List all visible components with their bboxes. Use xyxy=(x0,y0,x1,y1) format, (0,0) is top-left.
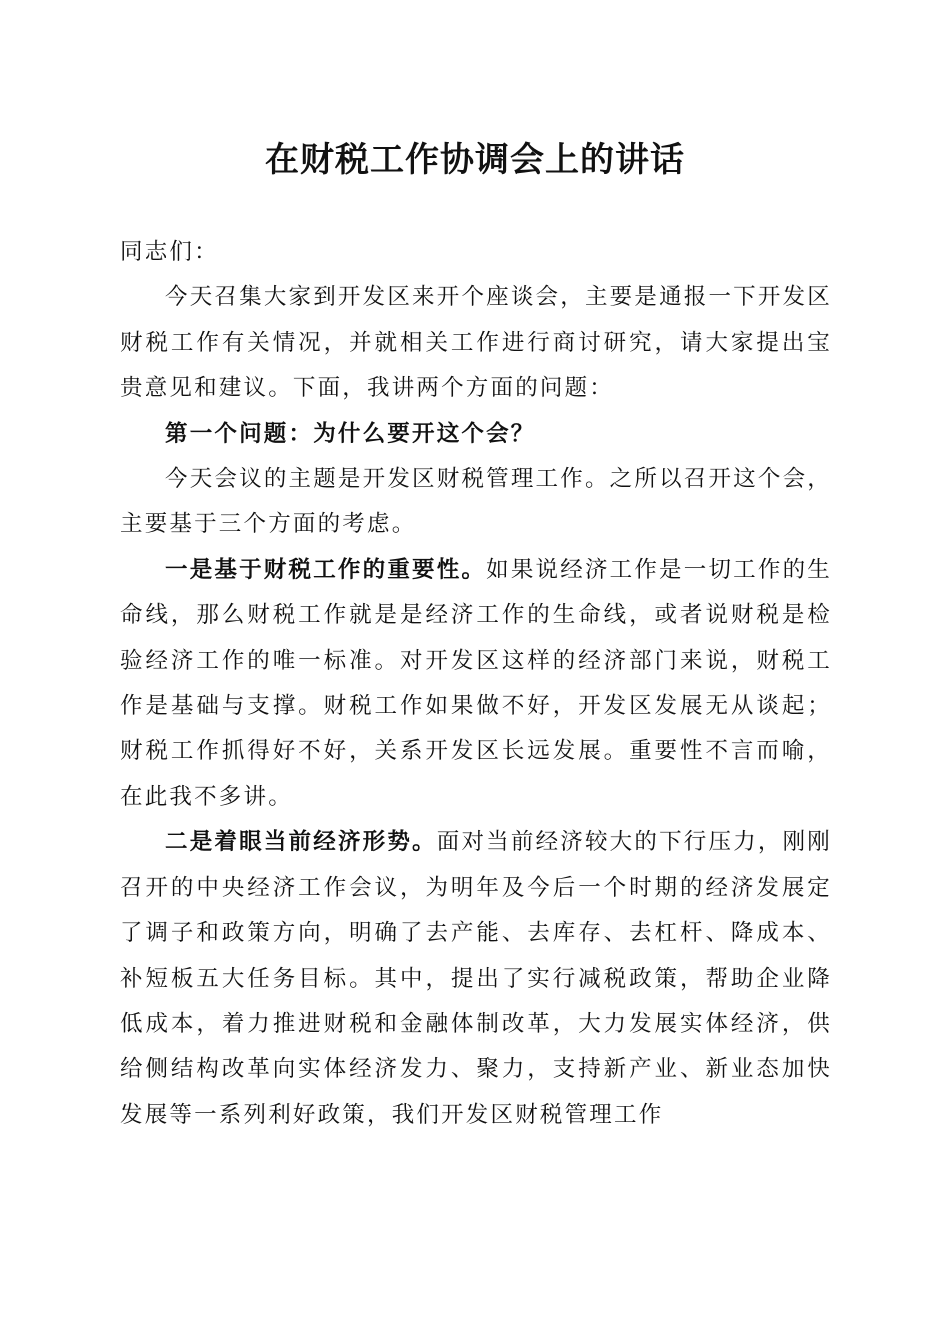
point-one-lead: 一是基于财税工作的重要性。 xyxy=(165,556,487,583)
paragraph-question-heading xyxy=(120,412,832,457)
paragraph-text: 今天召集大家到开发区来开个座谈会，主要是通报一下开发区财税工作有关情况，并就相关工作进行商讨研究，请大家提出宝贵意见和建议。下面，我讲两个方面的问题： xyxy=(120,284,832,402)
point-two-lead: 二是着眼当前经济形势。 xyxy=(165,829,437,856)
paragraph-theme xyxy=(120,457,832,548)
paragraph-text: 如果说经济工作是一切工作的生命线，那么财税工作就是是经济工作的生命线，或者说财税是检验经济工作的唯一标准。对开发区这样的经济部门来说，财税工作是基础与支撑。财税工作如果做不好，开发区发展无从谈起；财税工作抓得好不好，关系开发区长远发展。重要性不言而喻，在此我不多讲。 xyxy=(120,556,832,810)
paragraph-point-two xyxy=(120,820,832,1138)
question-heading: 第一个问题：为什么要开这个会？ xyxy=(165,420,536,447)
salutation: 同志们： xyxy=(120,239,219,265)
paragraph-point-one xyxy=(120,548,832,820)
document-title: 在财税工作协调会上的讲话 xyxy=(265,140,685,180)
document-body xyxy=(120,230,832,1138)
paragraph-text: 面对当前经济较大的下行压力，刚刚召开的中央经济工作会议，为明年及今后一个时期的经济发展定了调子和政策方向，明确了去产能、去库存、去杠杆、降成本、补短板五大任务目标。其中，提出了实行减税政策，帮助企业降低成本，着力推进财税和金融体制改革，大力发展实体经济，供给侧结构改革向实体经济发力、聚力，支持新产业、新业态加快发展等一系列利好政策，我们开发区财税管理工作 xyxy=(120,829,833,1128)
paragraph-text: 今天会议的主题是开发区财税管理工作。之所以召开这个会，主要基于三个方面的考虑。 xyxy=(120,466,832,538)
paragraph-intro xyxy=(120,275,832,411)
